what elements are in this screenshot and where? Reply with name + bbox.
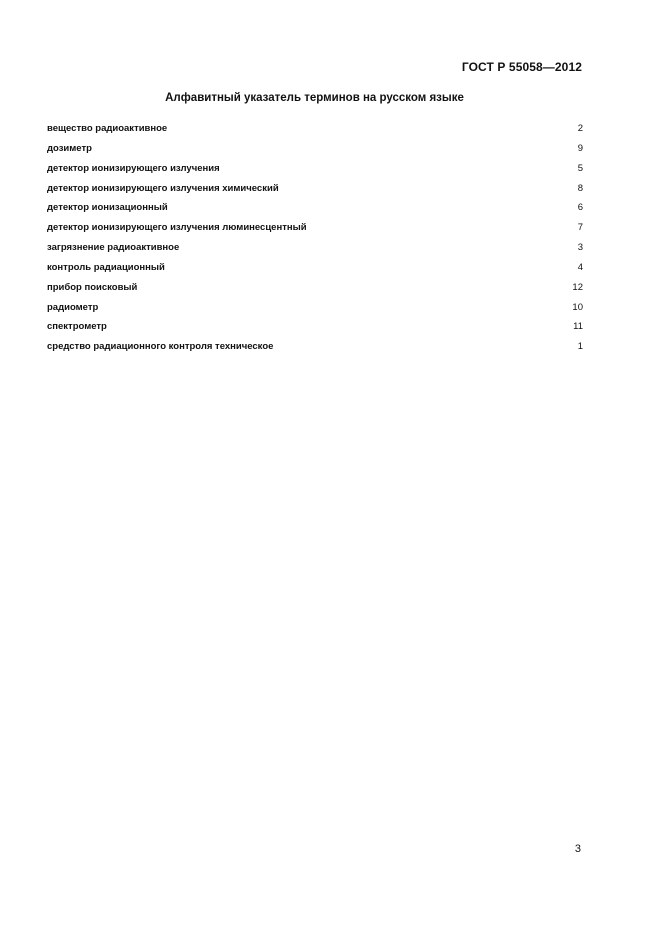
term-row <box>47 302 583 322</box>
term-name: средство радиационного контроля техническое <box>47 341 274 353</box>
term-name: детектор ионизирующего излучения люминесцентный <box>47 222 307 234</box>
term-reference-number: 5 <box>577 162 583 174</box>
term-row <box>47 222 583 242</box>
term-name: прибор поисковый <box>47 281 138 293</box>
term-row <box>47 321 583 341</box>
term-reference-number: 12 <box>572 281 583 293</box>
term-reference-number: 10 <box>572 301 583 313</box>
term-row <box>47 341 583 361</box>
term-row <box>47 282 583 302</box>
term-name: радиометр <box>47 301 99 313</box>
term-name: детектор ионизирующего излучения <box>47 162 220 174</box>
term-name: вещество радиоактивное <box>47 123 168 134</box>
term-reference-number: 11 <box>573 321 583 333</box>
term-row <box>47 163 583 183</box>
term-name: контроль радиационный <box>47 261 165 273</box>
page-number: 3 <box>574 843 581 855</box>
term-row <box>47 262 583 282</box>
term-reference-number: 4 <box>577 261 583 273</box>
term-reference-number: 8 <box>577 182 583 194</box>
term-index-list <box>47 123 583 361</box>
term-reference-number: 2 <box>577 123 583 134</box>
term-name: спектрометр <box>47 321 107 333</box>
term-row <box>47 202 583 222</box>
term-reference-number: 1 <box>577 341 583 353</box>
term-reference-number: 7 <box>577 222 583 234</box>
term-reference-number: 9 <box>577 142 583 154</box>
term-name: загрязнение радиоактивное <box>47 242 180 254</box>
term-name: детектор ионизирующего излучения химический <box>47 182 279 194</box>
term-row <box>47 242 583 262</box>
term-reference-number: 6 <box>577 202 583 214</box>
term-row <box>47 183 583 203</box>
document-number: ГОСТ Р 55058—2012 <box>461 60 582 74</box>
index-title: Алфавитный указатель терминов на русском языке <box>165 92 464 104</box>
term-name: детектор ионизационный <box>47 202 168 214</box>
term-reference-number: 3 <box>577 242 583 254</box>
term-row <box>47 123 583 143</box>
term-name: дозиметр <box>47 142 92 154</box>
term-row <box>47 143 583 163</box>
